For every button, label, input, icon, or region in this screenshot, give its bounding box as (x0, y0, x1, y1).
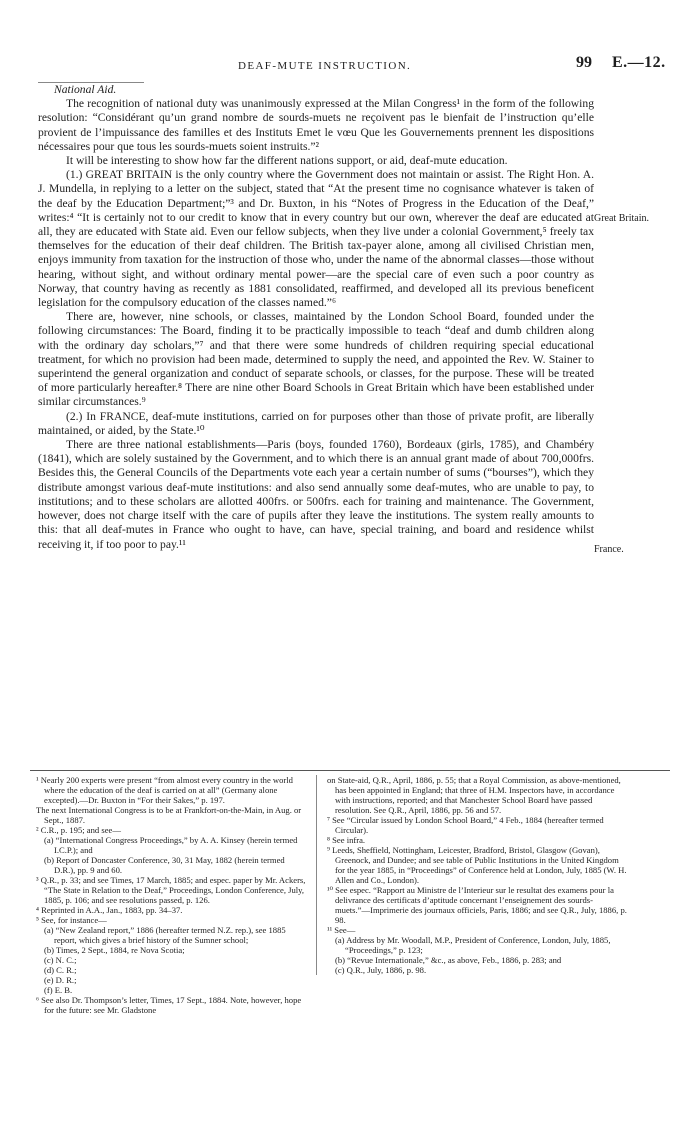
footnote-sub: (a) Address by Mr. Woodall, M.P., President of Conference, London, July, 1885, “Proceedings,” p. 123; (335, 935, 611, 955)
margin-note-great-britain: Great Britain. (594, 213, 649, 224)
footnote-sub: (a) “New Zealand report,” 1886 (hereafter termed N.Z. rep.), see 1885 report, which gives a brief history of the Sumner school; (44, 925, 286, 945)
document-reference: E.—12. (612, 54, 666, 71)
running-title: DEAF-MUTE INSTRUCTION. (238, 60, 412, 72)
footnote: ⁹ Leeds, Sheffield, Nottingham, Leicester, Bradford, Bristol, Glasgow (Govan), Greenock, and Dundee; and see table of Public Institutions in the United Kingdom for the year 1885, in “Proceedings” of Conference held at London, July, 1885 (W. H. Allen and Co., London). (327, 845, 627, 885)
margin-note-france: France. (594, 544, 624, 555)
footnotes-right-column (316, 775, 627, 975)
footnote: ⁸ See infra. (327, 835, 366, 845)
footnote: ¹⁰ See espec. “Rapport au Ministre de l’Interieur sur le resultat des examens pour la delivrance des certificats d’aptitude concernant l’enseignement des sourds-muets.”—Imprimerie des journaux officiels, Paris, 1886; and see Q.R., July, 1886, p. 98. (327, 885, 627, 925)
main-text (38, 82, 594, 552)
footnote-sub: (b) “Revue Internationale,” &c., as above, Feb., 1886, p. 283; and (335, 955, 562, 965)
paragraph: The recognition of national duty was unanimously expressed at the Milan Congress¹ in the form of the following resolution: “Considérant qu’un grand nombre de sourds-muets ne reçoivent pas le bienfait de l’instruction qu’elle provient de l’impuissance des familles et des Instituts Emet le vœu Que les Gouvernements prennent les dispositions nécessaires pour que tous les sourds-muets soient instruits.”² (38, 97, 594, 153)
footnote: ¹¹ See— (327, 925, 356, 935)
footnote-sub: (b) Report of Doncaster Conference, 30, 31 May, 1882 (herein termed D.R.), pp. 9 and 60. (44, 855, 285, 875)
paragraph: There are three national establishments—Paris (boys, founded 1760), Bordeaux (girls, 1785), and Chambéry (1841), which are solely sustained by the Government, and to which there is an annual grant made of about 700,000frs. Besides this, the General Councils of the Departments vote each year a certain number of sums (“bourses”), which they distribute amongst various deaf-mute institutions: and also send annually some deaf-mutes, who are unable to pay, to institutions; and to these scholars are allotted 400frs. or 500frs. each for training and maintenance. The Government, however, does not charge itself with the care of pupils after they leave the institutions. The system really amounts to this: that all deaf-mutes in France who ought to have, can have, special training, and board and residence whilst receiving it, if too poor to pay.¹¹ (38, 438, 594, 551)
footnote: ¹ Nearly 200 experts were present “from almost every country in the world where the education of the deaf is carried on at all” (Germany alone excepted).—Dr. Buxton in “For their Sakes,” p. 197. (36, 775, 293, 805)
footnote-sub: (b) Times, 2 Sept., 1884, re Nova Scotia; (44, 945, 185, 955)
footnote-sub: (c) N. C.; (44, 955, 77, 965)
section-heading: National Aid. (38, 82, 144, 97)
footnote-sub: (d) C. R.; (44, 965, 77, 975)
footnote: on State-aid, Q.R., April, 1886, p. 55; that a Royal Commission, as above-mentioned, has been appointed in England; that three of H.M. Inspectors have, in accordance with instructions, reported; and that Manchester School Board have passed resolution. See Q.R., April, 1886, pp. 56 and 57. (327, 775, 621, 815)
footnote: ⁶ See also Dr. Thompson’s letter, Times, 17 Sept., 1884. Note, however, hope for the future: see Mr. Gladstone (36, 995, 302, 1015)
footnote: The next International Congress is to be at Frankfort-on-the-Main, in Aug. or Sept., 1887. (36, 805, 302, 825)
footnote: ² C.R., p. 195; and see— (36, 825, 121, 835)
footnote: ⁷ See “Circular issued by London School Board,” 4 Feb., 1884 (hereafter termed Circular). (327, 815, 604, 835)
footnote-sub: (f) E. B. (44, 985, 73, 995)
paragraph: (2.) In FRANCE, deaf-mute institutions, carried on for purposes other than those of private profit, are liberally maintained, or aided, by the State.¹⁰ (38, 409, 594, 437)
footnote-rule (30, 770, 670, 771)
footnote-sub: (e) D. R.; (44, 975, 77, 985)
footnote: ⁴ Reprinted in A.A., Jan., 1883, pp. 34–37. (36, 905, 183, 915)
footnote-sub: (a) “International Congress Proceedings,” by A. A. Kinsey (herein termed I.C.P.); and (44, 835, 298, 855)
paragraph: (1.) GREAT BRITAIN is the only country where the Government does not maintain or assist. The Right Hon. A. J. Mundella, in replying to a letter on the subject, stated that “At the present time no cognisance whatever is taken of the deaf by the Education Department;”³ and Dr. Buxton, in his “Notes of Progress in the Education of the Deaf,” writes:⁴ “It is certainly not to our credit to know that in every country but our own, wherever the deaf are educated at all, they are educated with State aid. Even our fellow subjects, when they live under a colonial Government,⁵ freely tax themselves for the education of their deaf children. The British tax-payer alone, among all civilised Christian men, enjoys immunity from taxation for the instruction of those who, under the name of the abnormal classes—those without hearing, without sight, and without ordinary mental power—are the special care of even such a poor country as Norway, that country having as recently as 1881 consolidated, reaffirmed, and developed all its previous beneficent legislation for the compulsory education of the classes named.”⁶ (38, 168, 594, 310)
footnotes-left-column (32, 775, 306, 1015)
footnote-sub: (c) Q.R., July, 1886, p. 98. (335, 965, 427, 975)
paragraph: It will be interesting to show how far the different nations support, or aid, deaf-mute education. (66, 154, 508, 168)
footnote: ⁵ See, for instance— (36, 915, 107, 925)
footnote: ³ Q.R., p. 33; and see Times, 17 March, 1885; and espec. paper by Mr. Ackers, “The State in Relation to the Deaf,” Proceedings, London Conference, July, 1885, p. 106; and see resolutions passed, p. 126. (36, 875, 306, 905)
page-number: 99 (576, 54, 592, 71)
paragraph: There are, however, nine schools, or classes, maintained by the London School Board, founded under the following circumstances: The Board, finding it to be practically impossible to teach “deaf and dumb children along with the ordinary day scholars,”⁷ and that there were some hundreds of children requiring special educational treatment, for which no provision had been made, determined to supply the need, and appointed the Rev. W. Stainer to superintend the general organization and conduct of separate schools, or classes, for the purpose. These will be treated of more particularly hereafter.⁸ There are nine other Board Schools in Great Britain which have been established under similar circumstances.⁹ (38, 310, 594, 409)
